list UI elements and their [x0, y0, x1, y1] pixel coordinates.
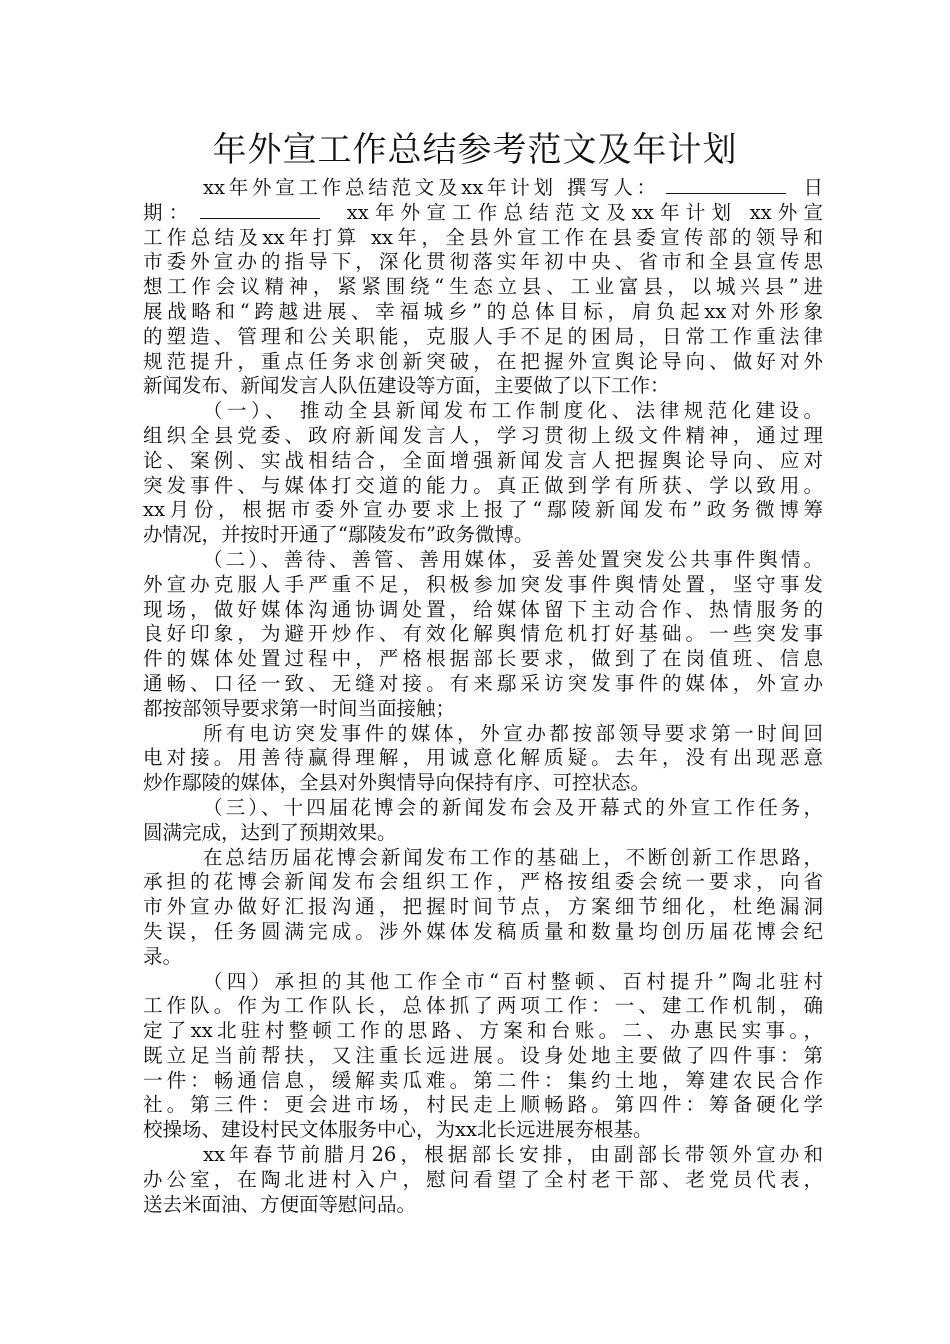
text-line — [143, 300, 823, 325]
text-line — [143, 697, 823, 722]
text-line — [143, 424, 823, 449]
text-line-content: 市委外宣办的指导下，深化贯彻落实年初中央、省市和全县宣传思 — [143, 250, 823, 274]
text-line-content: 圆满完成，达到了预期效果。 — [143, 820, 397, 844]
text-line-content: 社。第三件：更会进市场，村民走上顺畅路。第四件：筹备硬化学 — [143, 1093, 823, 1117]
text-line — [143, 325, 823, 350]
text-line-content: 校操场、建设村民文体服务中心，为xx北长远进展夯根基。 — [143, 1118, 653, 1142]
text-line-content: （三）、十四届花博会的新闻发布会及开幕式的外宣工作任务， — [203, 795, 823, 819]
text-line — [143, 548, 823, 573]
text-line-content: 论、案例、实战相结合，全面增强新闻发言人把握舆论导向、应对 — [143, 448, 823, 472]
text-line-continuation: xx年外宣工作总结范文及xx年计划 xx外宣 — [334, 200, 823, 224]
text-line — [143, 350, 823, 375]
text-line-content: 市外宣办做好汇报沟通，把握时间节点，方案细节细化，杜绝漏洞 — [143, 895, 823, 919]
text-line-content: xx年外宣工作总结范文及xx年计划 撰写人： — [203, 176, 660, 199]
text-line-content: 新闻发布、新闻发言人队伍建设等方面，主要做了以下工作： — [143, 374, 670, 398]
text-line-continuation: 日 — [799, 176, 823, 199]
text-line — [143, 1168, 823, 1193]
text-line — [143, 399, 823, 424]
text-line-content: 定了xx北驻村整顿工作的思路、方案和台账。二、办惠民实事。， — [143, 1019, 823, 1043]
text-line — [143, 672, 823, 697]
text-line — [143, 722, 823, 747]
text-line — [143, 920, 823, 945]
text-line — [143, 598, 823, 623]
text-line-content: （四）承担的其他工作全市“百村整顿、百村提升”陶北驻村 — [203, 969, 823, 993]
text-line — [143, 1093, 823, 1118]
text-line — [143, 622, 823, 647]
text-line-content: 外宣办克服人手严重不足，积极参加突发事件舆情处置，坚守事发 — [143, 572, 823, 596]
text-line-content: （一）、 推动全县新闻发布工作制度化、法律规范化建设。 — [203, 399, 823, 423]
text-line — [143, 1118, 823, 1143]
text-line-content: 工作队。作为工作队长，总体抓了两项工作：一、建工作机制，确 — [143, 994, 823, 1018]
document-body — [143, 176, 823, 1217]
document-title: 年外宣工作总结参考范文及年计划 — [212, 130, 738, 170]
text-line — [143, 1143, 823, 1168]
text-line — [143, 201, 823, 226]
text-line-content: 展战略和“跨越进展、幸福城乡”的总体目标，肩负起xx对外形象 — [143, 299, 823, 323]
text-line — [143, 1044, 823, 1069]
fill-in-blank — [200, 201, 320, 219]
text-line — [143, 870, 823, 895]
text-line-content: 失误，任务圆满完成。涉外媒体发稿质量和数量均创历届花博会纪 — [143, 919, 823, 943]
text-line — [143, 970, 823, 995]
text-line — [143, 474, 823, 499]
text-line-content: xx月份，根据市委外宣办要求上报了“鄢陵新闻发布”政务微博筹 — [143, 498, 823, 522]
text-line — [143, 176, 823, 201]
text-line-content: 办情况，并按时开通了“鄢陵发布”政务微博。 — [143, 523, 534, 547]
text-line — [143, 945, 823, 970]
text-line-content: 电对接。用善待赢得理解，用诚意化解质疑。去年，没有出现恶意 — [143, 746, 823, 770]
text-line — [143, 1193, 823, 1218]
text-line-content: 办公室，在陶北进村入户，慰问看望了全村老干部、老党员代表， — [143, 1167, 823, 1191]
text-line — [143, 250, 823, 275]
text-line-content: 良好印象，为避开炒作、有效化解舆情危机打好基础。一些突发事 — [143, 622, 823, 646]
text-line-content: 送去米面油、方便面等慰问品。 — [143, 1192, 417, 1216]
text-line — [143, 275, 823, 300]
text-line-content: 工作总结及xx年打算 xx年，全县外宣工作在县委宣传部的领导和 — [143, 225, 823, 249]
text-line — [143, 647, 823, 672]
text-line — [143, 895, 823, 920]
text-line — [143, 374, 823, 399]
text-line-content: 想工作会议精神，紧紧围绕“生态立县、工业富县，以城兴县”进 — [143, 275, 823, 299]
text-line-content: 都按部领导要求第一时间当面接触； — [143, 696, 456, 720]
text-line — [143, 746, 823, 771]
text-line-content: 通畅、口径一致、无缝对接。有来鄢采访突发事件的媒体，外宣办 — [143, 671, 823, 695]
text-line — [143, 821, 823, 846]
text-line-content: 件的媒体处置过程中，严格根据部长要求，做到了在岗值班、信息 — [143, 647, 823, 671]
text-line-content: 突发事件、与媒体打交道的能力。真正做到学有所获、学以致用。 — [143, 473, 823, 497]
text-line-content: 期： — [143, 200, 195, 224]
text-line — [143, 573, 823, 598]
text-line-content: 既立足当前帮扶，又注重长远进展。设身处地主要做了四件事：第 — [143, 1043, 823, 1067]
text-line-content: （二）、善待、善管、善用媒体，妥善处置突发公共事件舆情。 — [203, 547, 823, 571]
text-line — [143, 523, 823, 548]
text-line-content: 炒作鄢陵的媒体，全县对外舆情导向保持有序、可控状态。 — [143, 771, 651, 795]
text-line — [143, 771, 823, 796]
text-line — [143, 226, 823, 251]
text-line-content: xx年春节前腊月26，根据部长安排，由副部长带领外宣办和 — [203, 1143, 823, 1167]
text-line-content: 所有电访突发事件的媒体，外宣办都按部领导要求第一时间回 — [203, 721, 823, 745]
text-line-content: 在总结历届花博会新闻发布工作的基础上，不断创新工作思路， — [203, 845, 823, 869]
text-line — [143, 994, 823, 1019]
text-line-content: 的塑造、管理和公关职能，克服人手不足的困局，日常工作重法律 — [143, 324, 823, 348]
text-line-content: 录。 — [143, 944, 183, 968]
text-line — [143, 449, 823, 474]
fill-in-blank — [666, 176, 786, 194]
text-line-content: 承担的花博会新闻发布会组织工作，严格按组委会统一要求，向省 — [143, 870, 823, 894]
text-line — [143, 498, 823, 523]
text-line — [143, 1019, 823, 1044]
text-line — [143, 846, 823, 871]
text-line — [143, 1069, 823, 1094]
text-line-content: 规范提升，重点任务求创新突破，在把握外宣舆论导向、做好对外 — [143, 349, 823, 373]
text-line-content: 一件：畅通信息，缓解卖瓜难。第二件：集约土地，筹建农民合作 — [143, 1068, 823, 1092]
text-line-content: 现场，做好媒体沟通协调处置，给媒体留下主动合作、热情服务的 — [143, 597, 823, 621]
text-line — [143, 796, 823, 821]
text-line-content: 组织全县党委、政府新闻发言人，学习贯彻上级文件精神，通过理 — [143, 423, 823, 447]
